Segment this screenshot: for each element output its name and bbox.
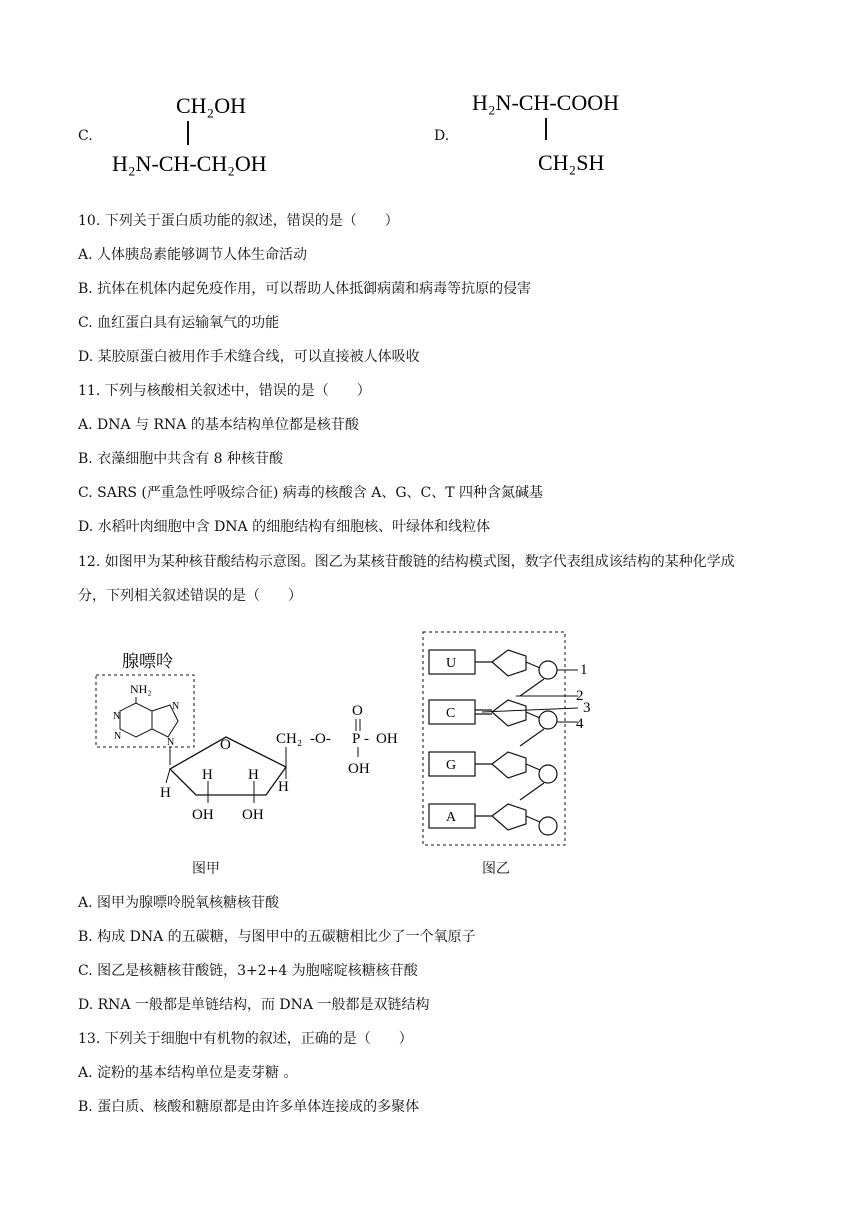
q10-option-b: B. 抗体在机体内起免疫作用，可以帮助人体抵御病菌和病毒等抗原的侵害	[78, 281, 532, 297]
adenine-n1: N	[113, 711, 121, 722]
q10-option-d: D. 某胶原蛋白被用作手术缝合线，可以直接被人体吸收	[78, 349, 420, 365]
q13-option-b: B. 蛋白质、核酸和糖原都是由许多单体连接成的多聚体	[78, 1099, 420, 1115]
label-4: 4	[576, 716, 584, 732]
q12-option-c: C. 图乙是核糖核苷酸链，3+2+4 为胞嘧啶核糖核苷酸	[78, 963, 418, 979]
q11-option-c: C. SARS (严重急性呼吸综合征) 病毒的核酸含 A、G、C、T 四种含氮碱基	[78, 485, 544, 501]
q13-stem: 13. 下列关于细胞中有机物的叙述，正确的是（ ）	[78, 1031, 413, 1047]
q12-option-a: A. 图甲为腺嘌呤脱氧核糖核苷酸	[78, 895, 280, 911]
adenine-n3: N	[114, 731, 122, 742]
label-3: 3	[583, 700, 591, 716]
sugar-h-2: H	[202, 767, 213, 783]
ch2-group: CH₂	[276, 731, 303, 747]
figure-jia	[90, 645, 420, 835]
figure-yi	[420, 630, 620, 848]
sugar-h-3: H	[248, 767, 259, 783]
formula-c-top: CH₂OH	[176, 93, 247, 118]
q12-stem-line1: 12. 如图甲为某种核苷酸结构示意图。图乙为某核苷酸链的结构模式图，数字代表组成该结构的某种化学成	[78, 554, 735, 570]
formula-d	[468, 80, 688, 180]
q12-option-b: B. 构成 DNA 的五碳糖，与图甲中的五碳糖相比少了一个氧原子	[78, 929, 476, 945]
adenine-title: 腺嘌呤	[122, 652, 173, 671]
base-u: U	[446, 656, 457, 671]
option-d-label: D.	[434, 128, 450, 144]
sugar-oxygen: O	[220, 737, 231, 753]
base-a: A	[446, 810, 457, 825]
formula-c	[108, 85, 308, 185]
q11-option-b: B. 衣藻细胞中共含有 8 种核苷酸	[78, 451, 283, 467]
phosphate-dash: -	[364, 731, 369, 747]
base-g: G	[446, 758, 457, 773]
q11-stem: 11. 下列与核酸相关叙述中，错误的是（ ）	[78, 383, 371, 399]
sugar-h-right: H	[278, 779, 289, 795]
formula-d-bottom: CH₂SH	[538, 150, 605, 175]
q10-option-c: C. 血红蛋白具有运输氧气的功能	[78, 315, 280, 331]
sugar-oh-3: OH	[242, 807, 264, 823]
adenine-n7: N	[172, 701, 180, 712]
phosphate-oh-bottom: OH	[348, 761, 370, 777]
phosphate-oh-right: OH	[376, 731, 398, 747]
label-2: 2	[576, 688, 584, 704]
q10-stem: 10. 下列关于蛋白质功能的叙述，错误的是（ ）	[78, 213, 399, 229]
option-c-label: C.	[78, 128, 93, 144]
figure-jia-caption: 图甲	[192, 861, 220, 877]
label-1: 1	[580, 662, 588, 678]
adenine-nh2: NH₂	[130, 682, 152, 696]
q11-option-a: A. DNA 与 RNA 的基本结构单位都是核苷酸	[78, 417, 359, 433]
phosphorus: P	[352, 731, 361, 747]
adenine-n9: N	[167, 737, 175, 748]
q10-option-a: A. 人体胰岛素能够调节人体生命活动	[78, 247, 308, 263]
phosphate-oxygen: O	[352, 703, 363, 719]
q11-option-d: D. 水稻叶肉细胞中含 DNA 的细胞结构有细胞核、叶绿体和线粒体	[78, 519, 491, 535]
q12-stem-line2: 分，下列相关叙述错误的是（ ）	[78, 588, 302, 604]
q12-option-d: D. RNA 一般都是单链结构，而 DNA 一般都是双链结构	[78, 997, 430, 1013]
sugar-h-left: H	[160, 785, 171, 801]
q13-option-a: A. 淀粉的基本结构单位是麦芽糖 。	[78, 1065, 298, 1081]
base-c: C	[446, 706, 456, 721]
ester-bond: -O-	[310, 731, 331, 747]
figure-yi-caption: 图乙	[482, 861, 510, 877]
formula-c-bottom: H₂N-CH-CH₂OH	[112, 151, 267, 176]
formula-d-top: H₂N-CH-COOH	[472, 90, 619, 115]
sugar-oh-2: OH	[192, 807, 214, 823]
